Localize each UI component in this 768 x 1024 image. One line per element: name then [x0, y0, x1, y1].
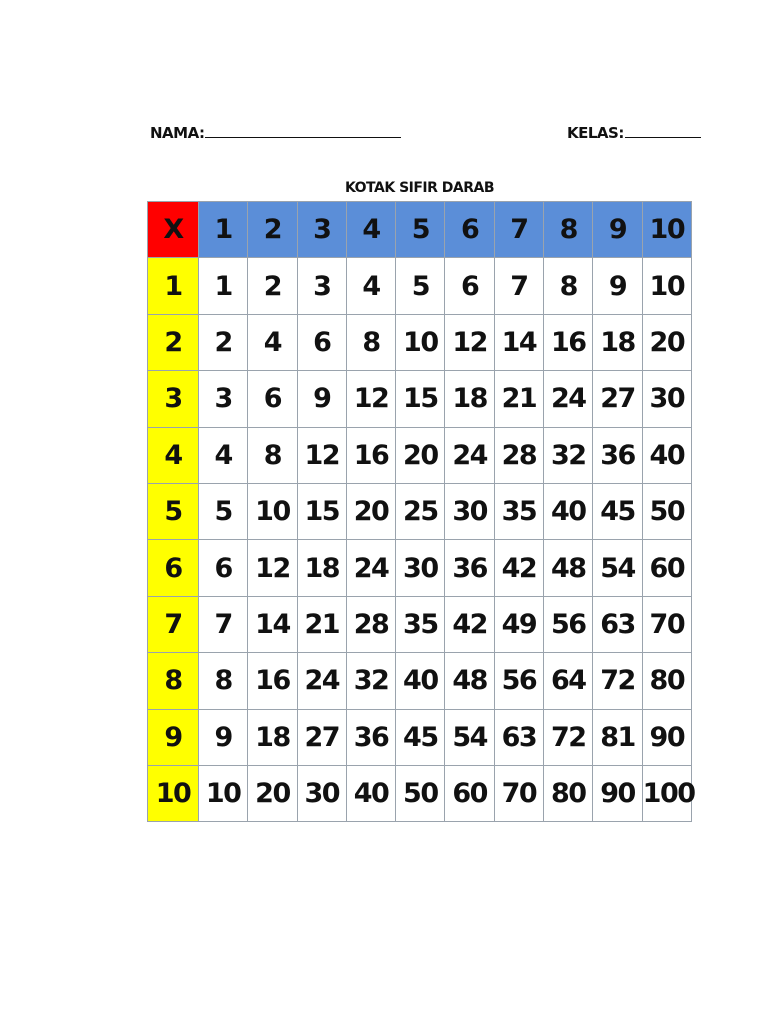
product-cell: 16	[248, 653, 297, 709]
product-cell: 16	[544, 314, 593, 370]
product-cell: 27	[297, 709, 346, 765]
multiplication-table	[147, 201, 695, 822]
product-cell: 18	[445, 371, 494, 427]
product-cell: 54	[445, 709, 494, 765]
product-cell: 6	[248, 371, 297, 427]
product-cell: 32	[544, 427, 593, 483]
column-header: 3	[297, 202, 346, 258]
worksheet-header	[150, 124, 690, 150]
row-header: 8	[148, 653, 199, 709]
product-cell: 5	[199, 483, 248, 539]
column-header: 1	[199, 202, 248, 258]
product-cell: 80	[544, 765, 593, 821]
product-cell: 30	[445, 483, 494, 539]
product-cell: 90	[593, 765, 642, 821]
column-header: 8	[544, 202, 593, 258]
class-blank-line	[625, 124, 701, 138]
table-row	[148, 765, 692, 821]
product-cell: 25	[396, 483, 445, 539]
product-cell: 10	[199, 765, 248, 821]
column-header: 5	[396, 202, 445, 258]
product-cell: 14	[248, 596, 297, 652]
name-field	[150, 124, 401, 142]
product-cell: 36	[346, 709, 395, 765]
product-cell: 21	[494, 371, 543, 427]
product-cell: 50	[396, 765, 445, 821]
product-cell: 21	[297, 596, 346, 652]
table-row	[148, 483, 692, 539]
row-header: 6	[148, 540, 199, 596]
product-cell: 72	[593, 653, 642, 709]
product-cell: 54	[593, 540, 642, 596]
product-cell: 42	[494, 540, 543, 596]
product-cell: 7	[199, 596, 248, 652]
column-header: 6	[445, 202, 494, 258]
product-cell: 40	[544, 483, 593, 539]
product-cell: 7	[494, 258, 543, 314]
product-cell: 12	[346, 371, 395, 427]
product-cell: 4	[199, 427, 248, 483]
table-row	[148, 596, 692, 652]
product-cell: 10	[396, 314, 445, 370]
product-cell: 9	[199, 709, 248, 765]
class-label: KELAS:	[567, 124, 624, 142]
product-cell: 9	[297, 371, 346, 427]
row-header: 1	[148, 258, 199, 314]
row-header: 4	[148, 427, 199, 483]
column-header: 2	[248, 202, 297, 258]
row-header: 3	[148, 371, 199, 427]
product-cell: 2	[248, 258, 297, 314]
product-cell: 40	[346, 765, 395, 821]
table-row	[148, 427, 692, 483]
column-header: 9	[593, 202, 642, 258]
product-cell: 20	[642, 314, 691, 370]
product-cell: 45	[593, 483, 642, 539]
name-blank-line	[205, 124, 401, 138]
product-cell: 15	[396, 371, 445, 427]
table-row	[148, 314, 692, 370]
corner-cell: X	[148, 202, 199, 258]
product-cell: 20	[396, 427, 445, 483]
row-header: 10	[148, 765, 199, 821]
product-cell: 8	[346, 314, 395, 370]
product-cell: 6	[199, 540, 248, 596]
product-cell: 20	[346, 483, 395, 539]
product-cell: 6	[445, 258, 494, 314]
product-cell: 100	[642, 765, 691, 821]
class-field	[567, 124, 701, 142]
page-title: KOTAK SIFIR DARAB	[344, 180, 495, 196]
product-cell: 8	[248, 427, 297, 483]
product-cell: 70	[494, 765, 543, 821]
product-cell: 8	[544, 258, 593, 314]
table-row	[148, 653, 692, 709]
product-cell: 50	[642, 483, 691, 539]
product-cell: 63	[593, 596, 642, 652]
product-cell: 90	[642, 709, 691, 765]
product-cell: 42	[445, 596, 494, 652]
row-header: 9	[148, 709, 199, 765]
product-cell: 35	[396, 596, 445, 652]
table-row	[148, 709, 692, 765]
product-cell: 18	[593, 314, 642, 370]
product-cell: 10	[248, 483, 297, 539]
product-cell: 18	[297, 540, 346, 596]
product-cell: 45	[396, 709, 445, 765]
product-cell: 30	[297, 765, 346, 821]
product-cell: 15	[297, 483, 346, 539]
product-cell: 70	[642, 596, 691, 652]
row-header: 7	[148, 596, 199, 652]
product-cell: 5	[396, 258, 445, 314]
table-row	[148, 371, 692, 427]
product-cell: 30	[642, 371, 691, 427]
product-cell: 1	[199, 258, 248, 314]
column-header: 10	[642, 202, 691, 258]
product-cell: 24	[297, 653, 346, 709]
product-cell: 3	[199, 371, 248, 427]
header-row	[148, 202, 692, 258]
product-cell: 80	[642, 653, 691, 709]
row-header: 2	[148, 314, 199, 370]
product-cell: 64	[544, 653, 593, 709]
product-cell: 12	[297, 427, 346, 483]
product-cell: 40	[396, 653, 445, 709]
product-cell: 28	[346, 596, 395, 652]
product-cell: 9	[593, 258, 642, 314]
product-cell: 60	[642, 540, 691, 596]
product-cell: 6	[297, 314, 346, 370]
product-cell: 60	[445, 765, 494, 821]
product-cell: 36	[445, 540, 494, 596]
product-cell: 10	[642, 258, 691, 314]
product-cell: 12	[445, 314, 494, 370]
column-header: 7	[494, 202, 543, 258]
product-cell: 16	[346, 427, 395, 483]
product-cell: 20	[248, 765, 297, 821]
name-label: NAMA:	[150, 124, 205, 142]
product-cell: 24	[544, 371, 593, 427]
product-cell: 8	[199, 653, 248, 709]
product-cell: 32	[346, 653, 395, 709]
table-row	[148, 540, 692, 596]
product-cell: 4	[248, 314, 297, 370]
row-header: 5	[148, 483, 199, 539]
product-cell: 14	[494, 314, 543, 370]
product-cell: 3	[297, 258, 346, 314]
product-cell: 30	[396, 540, 445, 596]
product-cell: 27	[593, 371, 642, 427]
product-cell: 40	[642, 427, 691, 483]
product-cell: 48	[445, 653, 494, 709]
column-header: 4	[346, 202, 395, 258]
product-cell: 48	[544, 540, 593, 596]
product-cell: 72	[544, 709, 593, 765]
product-cell: 4	[346, 258, 395, 314]
product-cell: 49	[494, 596, 543, 652]
product-cell: 81	[593, 709, 642, 765]
table-row	[148, 258, 692, 314]
product-cell: 24	[445, 427, 494, 483]
product-cell: 2	[199, 314, 248, 370]
product-cell: 28	[494, 427, 543, 483]
product-cell: 12	[248, 540, 297, 596]
product-cell: 24	[346, 540, 395, 596]
product-cell: 56	[544, 596, 593, 652]
product-cell: 36	[593, 427, 642, 483]
product-cell: 35	[494, 483, 543, 539]
product-cell: 18	[248, 709, 297, 765]
product-cell: 63	[494, 709, 543, 765]
product-cell: 56	[494, 653, 543, 709]
